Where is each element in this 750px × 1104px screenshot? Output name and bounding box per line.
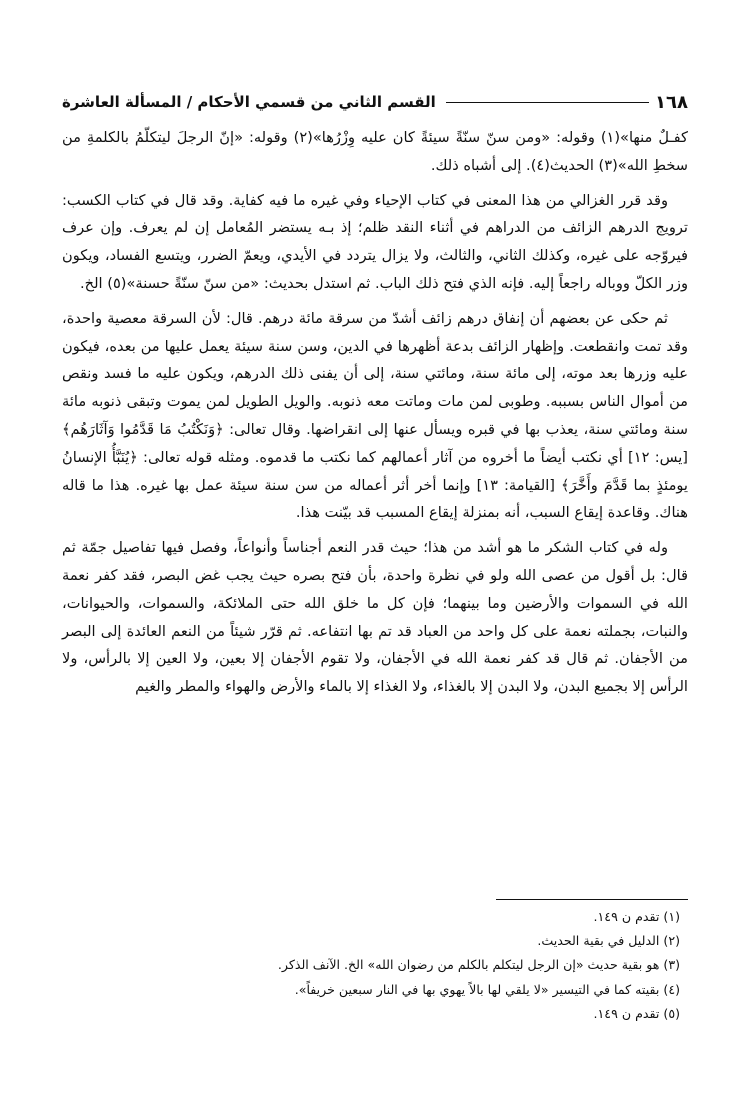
footnote-4: (٤) بقيته كما في التيسير «لا يلقي لها بالاً يهوي بها في النار سبعين خريفاً». <box>294 981 680 997</box>
footnote-3: (٣) هو بقية حديث «إن الرجل ليتكلم بالكلم من رضوان الله» الخ. الآنف الذكر. <box>277 957 680 973</box>
paragraph-4: وله في كتاب الشكر ما هو أشد من هذا؛ حيث قدر النعم أجناساً وأنواعاً، وفصل فيها تفاصيل جمّة ثم قال: بل أقول من عصى الله ولو في نظرة واحدة، بأن فتح بصره حيث يجب غض البصر، فقد كفر نعمة الله في السموات والأرضين وما بينهما؛ فإن كل ما خلق الله حتى الملائكة، والسموات، والحيوانات، والنبات، بجملته نعمة على كل واحد من العباد قد تم بها انتفاعه. ثم قرّر شيئاً من النعم العائدة إلى البصر من الأجفان. ثم قال قد كفر نعمة الله في الأجفان، ولا تقوم الأجفان إلا بعين، ولا العين إلا بالرأس، ولا الرأس إلا بجميع البدن، ولا البدن إلا بالغذاء، ولا الغذاء إلا بالماء والأرض والهواء والمطر والغيم <box>62 539 688 696</box>
paragraph-2: وقد قرر الغزالي من هذا المعنى في كتاب الإحياء وفي غيره ما فيه كفاية. وقد قال في كتاب الكسب: ترويج الدرهم الزائف من الدراهم في أثناء النقد ظلم؛ إذ بـه يستضر المُعامل إن لم يعرف. وإن عرف فيروّجه على غيره، وكذلك الثاني، والثالث، ولا يزال يتردد في الأيدي، ويعمّ الضرر، ويتسع الفساد، ويكون وزر الكلّ ووباله راجعاً إليه. فإنه الذي فتح ذلك الباب. ثم استدل بحديث: «من سنّ سنّةً حسنة»(٥) الخ. <box>62 191 688 292</box>
header-rule <box>446 102 649 103</box>
footnote-separator <box>496 899 688 900</box>
footnote-5: (٥) تقدم ن ١٤٩. <box>593 1005 680 1021</box>
page-number: ١٦٨ <box>655 91 688 113</box>
running-header <box>62 88 688 116</box>
paragraph-3: ثم حكى عن بعضهم أن إنفاق درهم زائف أشدّ من سرقة مائة درهم. قال: لأن السرقة معصية واحدة، وقد تمت وانقطعت. وإظهار الزائف بدعة أظهرها في الدين، وسن سنة سيئة يعمل عليها من بعده، فيكون عليه وزرها بعد موته، إلى مائة سنة، ومائتي سنة، إلى أن يفنى ذلك الدرهم، ويكون عليه ما فسد ونقص من أموال الناس بسببه. وطوبى لمن مات وماتت معه ذنوبه. والويل الطويل لمن يموت وتبقى ذنوبه مائة سنة ومائتي سنة، يعذب بها في قبره ويسأل عنها إلى انقراضها. وقال تعالى: ﴿وَنَكْتُبُ مَا قَدَّمُوا وَآثَارَهُم﴾ [يس: ١٢] أي نكتب أيضاً ما أخروه من آثار أعمالهم كما نكتب ما قدموه. ومثله قوله تعالى: ﴿يُنَبَّأُ الإنسانُ يومئذٍ بما قَدَّمَ وأَخَّرَ﴾ [القيامة: ١٣] وإنما أخر أثر أعماله من سن سنة سيئة عمل بها غيره. هذا ما قاله هناك. وقاعدة إيقاع السبب، أنه بمنزلة إيقاع المسبب قد بيّنت هذا. <box>62 309 688 522</box>
paragraph-1: كفـلٌ منها»(١) وقوله: «ومن سنّ سنّةً سيئةً كان عليه وِزْرُها»(٢) وقوله: «إنّ الرجلَ ليتكلّمُ بالكلمةِ من سخطِ الله»(٣) الحديث(٤). إلى أشباه ذلك. <box>62 129 688 174</box>
running-title: القسم الثاني من قسمي الأحكام / المسألة العاشرة <box>62 93 436 111</box>
footnote-2: (٢) الدليل في بقية الحديث. <box>537 933 680 949</box>
footnotes <box>62 905 688 1026</box>
footnote-1: (١) تقدم ن ١٤٩. <box>593 909 680 924</box>
main-text <box>62 124 688 701</box>
